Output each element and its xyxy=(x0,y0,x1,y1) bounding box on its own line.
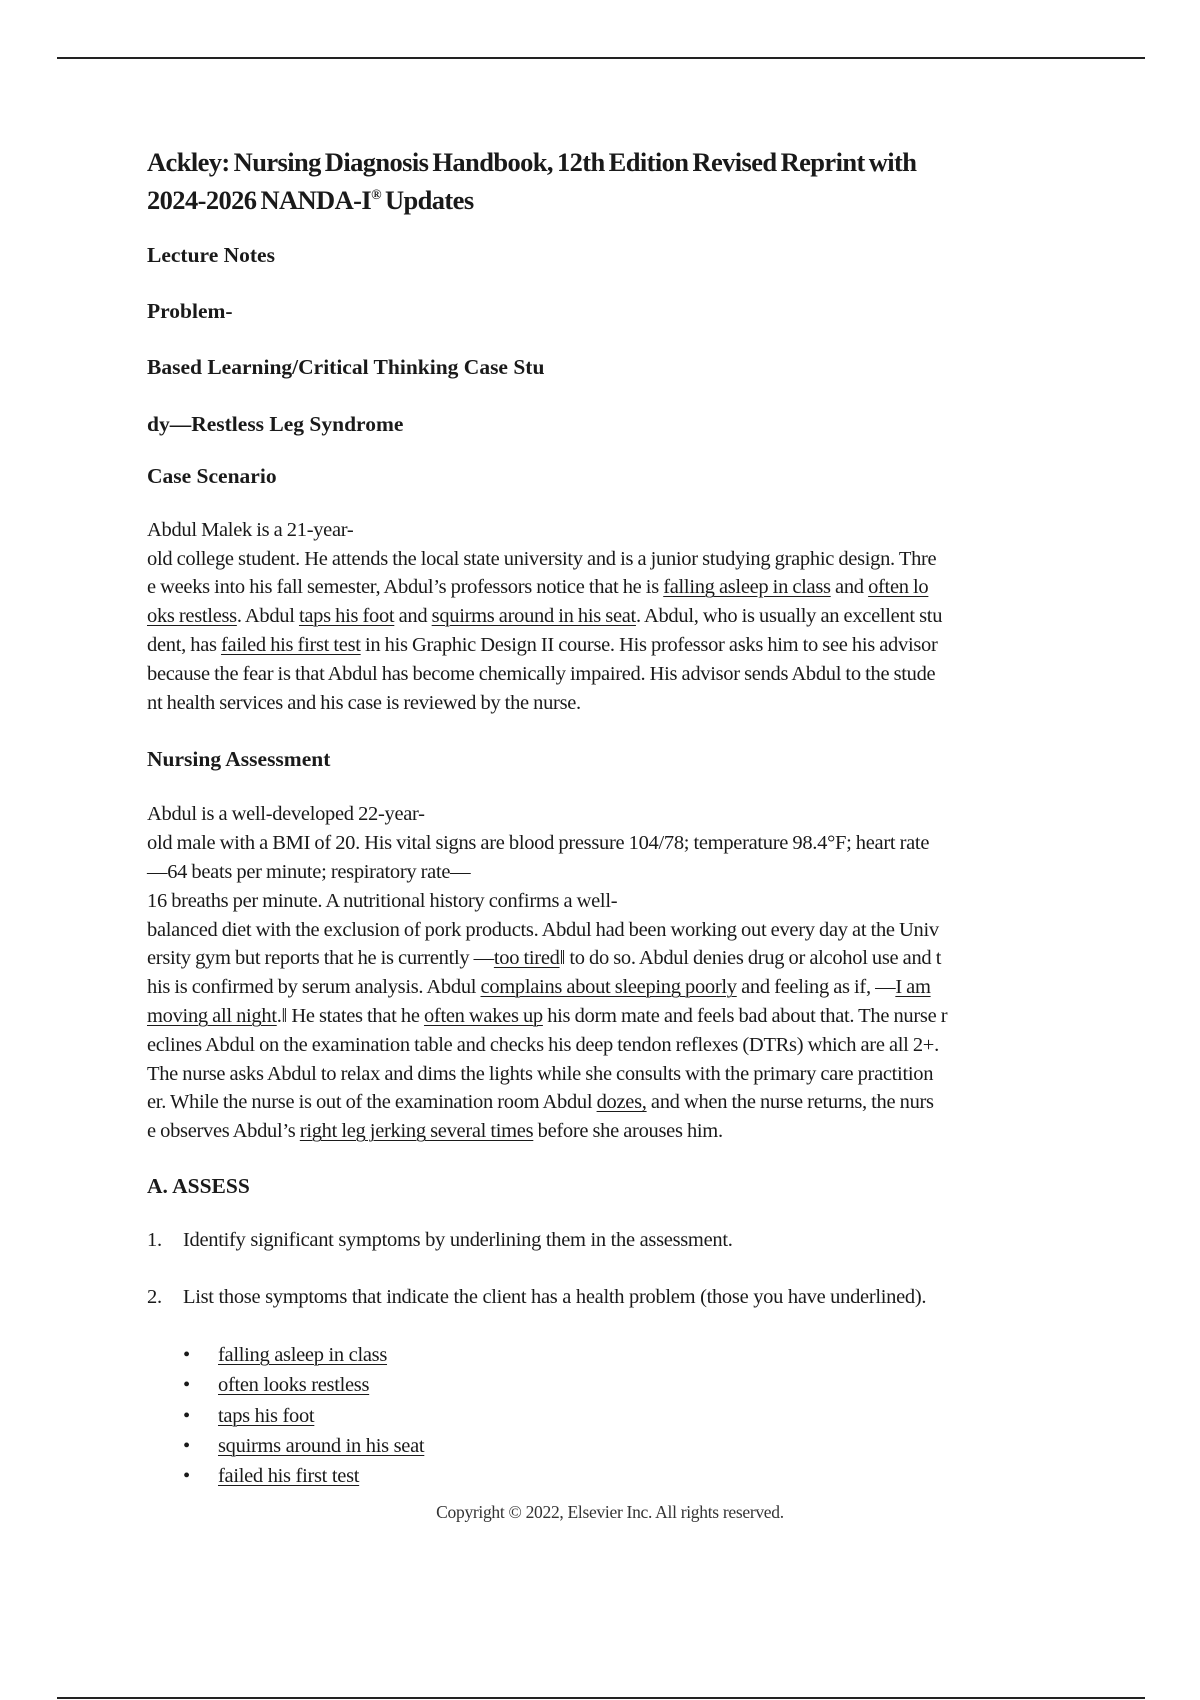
assessment-line: old male with a BMI of 20. His vital signs are blood pressure 104/78; temperature 98.4°F; heart rate xyxy=(147,832,930,855)
assess-steps xyxy=(147,1226,1097,1311)
assessment-line: ersity gym but reports that he is currently ―too tired‖ to do so. Abdul denies drug or alcohol use and t xyxy=(147,947,942,970)
nursing-assessment-text xyxy=(147,800,1097,1146)
title-line-2-prefix: 2024-2026 NANDA-I xyxy=(147,184,372,215)
assessment-line: balanced diet with the exclusion of pork products. Abdul had been working out every day at the Univ xyxy=(147,918,939,941)
heading-based-learning: Based Learning/Critical Thinking Case Stu xyxy=(147,354,545,379)
list-item: • taps his foot xyxy=(183,1404,315,1427)
document-page xyxy=(147,146,1097,1491)
scenario-line: because the fear is that Abdul has become chemically impaired. His advisor sends Abdul to the stude xyxy=(147,662,936,685)
list-item: • falling asleep in class xyxy=(183,1343,388,1366)
assessment-line: Abdul is a well-developed 22-year- xyxy=(147,803,425,826)
heading-assess: A. ASSESS xyxy=(147,1173,250,1198)
assessment-line: eclines Abdul on the examination table and checks his deep tendon reflexes (DTRs) which are all 2+. xyxy=(147,1033,939,1056)
assessment-line: moving all night.‖ He states that he often wakes up his dorm mate and feels bad about that. The nurse r xyxy=(147,1004,948,1027)
symptom-list xyxy=(147,1340,1097,1491)
assessment-line: er. While the nurse is out of the examination room Abdul dozes, and when the nurse returns, the nurs xyxy=(147,1091,934,1114)
heading-nursing-assessment: Nursing Assessment xyxy=(147,747,331,772)
title-line-1: Ackley: Nursing Diagnosis Handbook, 12th Edition Revised Reprint with xyxy=(147,147,917,177)
heading-lecture-notes: Lecture Notes xyxy=(147,242,275,267)
title-line-2-suffix: Updates xyxy=(380,184,474,215)
list-item: • often looks restless xyxy=(183,1374,370,1397)
scenario-line: nt health services and his case is reviewed by the nurse. xyxy=(147,691,581,714)
copyright-footer: Copyright © 2022, Elsevier Inc. All rights reserved. xyxy=(436,1502,784,1522)
top-rule xyxy=(57,57,1145,59)
assessment-line: his is confirmed by serum analysis. Abdul complains about sleeping poorly and feeling as if, ―I am xyxy=(147,976,931,999)
heading-case-study: dy—Restless Leg Syndrome xyxy=(147,411,404,436)
list-item: • failed his first test xyxy=(183,1465,360,1488)
list-item: • squirms around in his seat xyxy=(183,1434,425,1457)
assessment-line: —64 beats per minute; respiratory rate— xyxy=(147,861,471,883)
heading-case-scenario: Case Scenario xyxy=(147,463,277,488)
registered-mark: ® xyxy=(371,188,381,203)
assessment-line: The nurse asks Abdul to relax and dims the lights while she consults with the primary care practition xyxy=(147,1062,934,1085)
scenario-line: old college student. He attends the local state university and is a junior studying graphic design. Thre xyxy=(147,547,937,570)
assess-step: 1. Identify significant symptoms by underlining them in the assessment. xyxy=(147,1228,733,1251)
case-scenario-text xyxy=(147,516,1097,718)
scenario-line: Abdul Malek is a 21-year- xyxy=(147,518,354,541)
scenario-line: e weeks into his fall semester, Abdul’s professors notice that he is falling asleep in class and often lo xyxy=(147,576,929,599)
heading-problem: Problem- xyxy=(147,298,233,323)
assessment-line: 16 breaths per minute. A nutritional history confirms a well- xyxy=(147,889,618,912)
bottom-rule xyxy=(57,1697,1145,1699)
scenario-line: oks restless. Abdul taps his foot and squirms around in his seat. Abdul, who is usually an excellent stu xyxy=(147,605,943,628)
assess-step: 2. List those symptoms that indicate the client has a health problem (those you have underlined). xyxy=(147,1285,927,1308)
scenario-line: dent, has failed his first test in his Graphic Design II course. His professor asks him to see his advisor xyxy=(147,634,938,657)
document-title xyxy=(147,146,1097,217)
assessment-line: e observes Abdul’s right leg jerking several times before she arouses him. xyxy=(147,1120,723,1143)
